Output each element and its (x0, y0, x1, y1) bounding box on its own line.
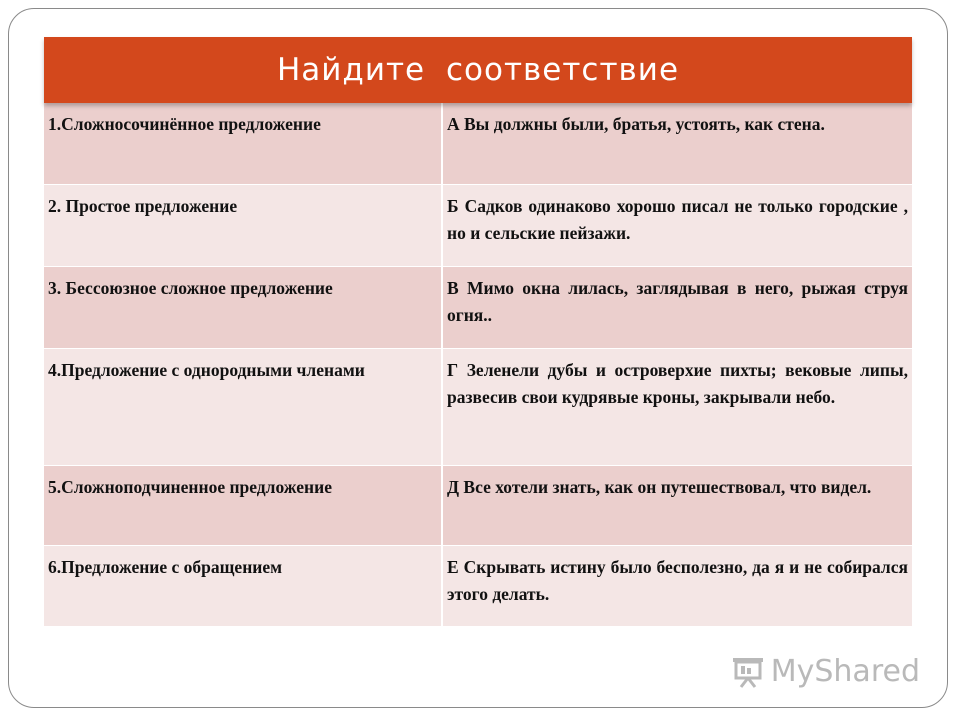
myshared-watermark (731, 654, 920, 689)
matching-table-container (44, 37, 912, 627)
sentence-type-cell: 3. Бессоюзное сложное предложение (44, 266, 442, 348)
slide-title: Найдите соответствие (44, 37, 912, 103)
table-row (44, 266, 912, 348)
example-sentence-cell: А Вы должны были, братья, устоять, как стена. (442, 103, 912, 184)
sentence-type-cell: 2. Простое предложение (44, 184, 442, 266)
example-sentence-cell: Г Зеленели дубы и островерхие пихты; вековые липы, развесив свои кудрявые кроны, закрывали небо. (442, 348, 912, 465)
example-sentence-cell: Е Скрывать истину было бесполезно, да я и не собирался этого делать. (442, 545, 912, 626)
table-row (44, 545, 912, 626)
example-sentence-cell: Б Садков одинаково хорошо писал не только городские , но и сельские пейзажи. (442, 184, 912, 266)
projector-screen-icon (731, 655, 765, 689)
table-row (44, 184, 912, 266)
matching-table (44, 103, 912, 627)
table-row (44, 348, 912, 465)
sentence-type-cell: 5.Сложноподчиненное предложение (44, 465, 442, 545)
sentence-type-cell: 1.Сложносочинённое предложение (44, 103, 442, 184)
table-row (44, 465, 912, 545)
example-sentence-cell: В Мимо окна лилась, заглядывая в него, рыжая струя огня.. (442, 266, 912, 348)
sentence-type-cell: 6.Предложение с обращением (44, 545, 442, 626)
example-sentence-cell: Д Все хотели знать, как он путешествовал, что видел. (442, 465, 912, 545)
watermark-text: MyShared (770, 654, 920, 689)
table-row (44, 103, 912, 184)
sentence-type-cell: 4.Предложение с однородными членами (44, 348, 442, 465)
